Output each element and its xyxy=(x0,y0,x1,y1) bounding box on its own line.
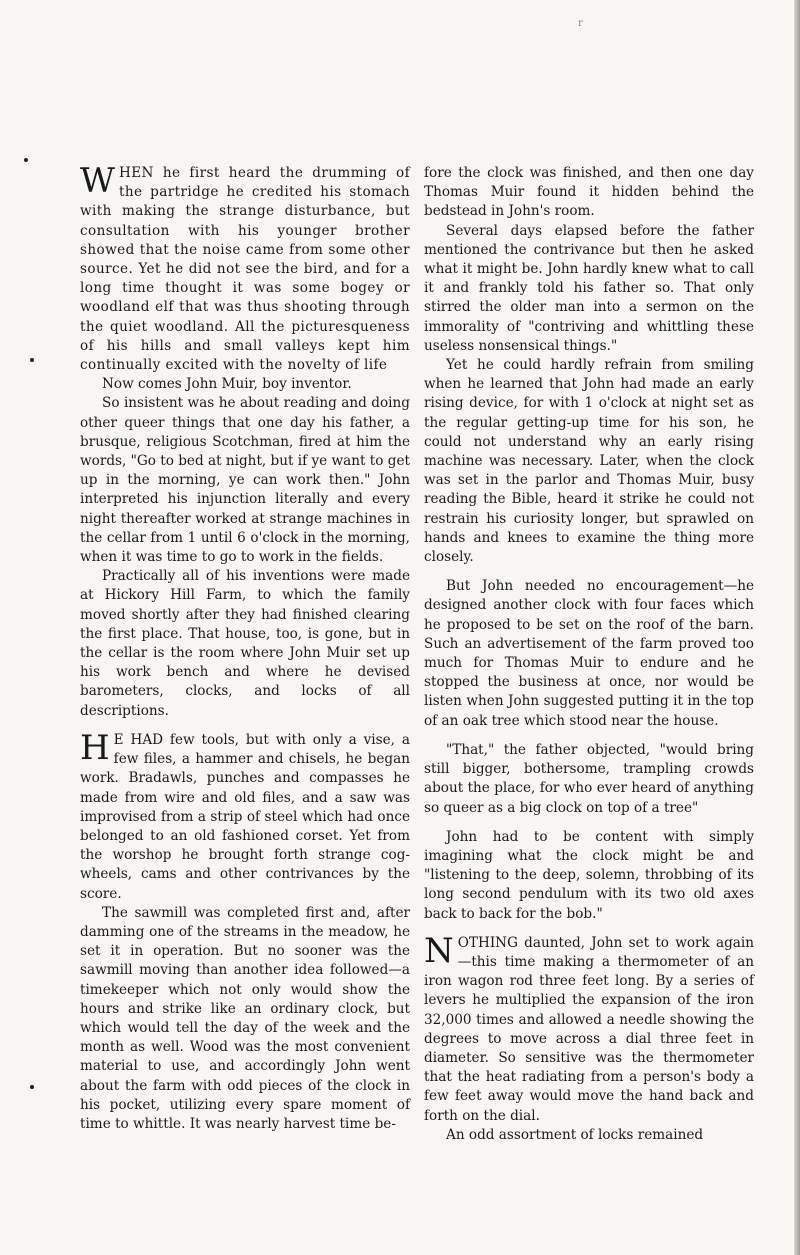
page-edge xyxy=(794,0,800,1255)
margin-dot xyxy=(30,1085,34,1089)
paragraph: The sawmill was completed first and, after damming one of the streams in the meadow, he set it in operation. But no sooner was the sawmill moving than another idea followed—a timekeeper which not only would show the hours and strike like an ordinary clock, but which would tell the day of the week and the month as well. Wood was the most convenient material to use, and accordingly John went about the farm with odd pieces of the clock in his pocket, utilizing every spare moment of time to whittle. It was nearly harvest time be- xyxy=(80,904,410,1132)
paragraph-text: E HAD few tools, but with only a vise, a few files, a hammer and chisels, he began work. Bradawls, punches and compasses he made from wire and old files, and a saw was improvised from a strip of steel which had once belonged to an old fashioned corset. Yet from the worshop he brought forth strange cog-wheels, cams and other contrivances by the score. xyxy=(80,731,410,902)
paragraph: Yet he could hardly refrain from smiling when he learned that John had made an early rising device, for with 1 o'clock at night set as the regular getting-up time for his son, he could not understand why an early rising machine was necessary. Later, when the clock was set in the parlor and Thomas Muir, busy reading the Bible, heard it strike he could not restrain his curiosity longer, but sprawled on hands and knees to examine the thing more closely. xyxy=(424,357,754,566)
paragraph-text: HEN he first heard the drumming of the partridge he credited his stomach with making the strange disturbance, but consultation with his younger brother showed that the noise came from some other source. Yet he did not see the bird, and for a long time thought it was some bogey or woodland elf that was thus shooting through the quiet woodland. All the picturesqueness of his hills and small valleys kept him continually excited with the novelty of life xyxy=(80,165,410,374)
paragraph: "That," the father objected, "would bring still bigger, bothersome, trampling crowds about the place, for who ever heard of anything so queer as a big clock on top of a tree" xyxy=(424,741,754,816)
paragraph: John had to be content with simply imagining what the clock might be and "listening to the deep, solemn, throbbing of its long second pendulum with its two old axes back to back for the bob." xyxy=(424,828,754,922)
page-mark: r xyxy=(578,18,583,29)
paragraph: Now comes John Muir, boy inventor. xyxy=(102,376,352,393)
paragraph: Several days elapsed before the father mentioned the contrivance but then he asked what it might be. John hardly knew what to call it and frankly told his father so. That only stirred the older man into a sermon on the immorality of "contriving and whittling these useless nonsensical things." xyxy=(424,222,754,354)
paragraph: An odd assortment of locks remained xyxy=(446,1126,704,1143)
paragraph-text: OTHING daunted, John set to work again —this time making a thermometer of an iron wagon rod three feet long. By a series of levers he multiplied the expansion of the iron 32,000 times and allowed a needle showing the degrees to move across a dial three feet in diameter. So sensitive was the thermometer that the heat radiating from a person's body a few feet away would move the hand back and forth on the dial. xyxy=(424,934,754,1124)
paragraph: fore the clock was finished, and then one day Thomas Muir found it hidden behind the bedstead in John's room. xyxy=(424,165,754,220)
drop-cap: H xyxy=(80,727,110,768)
paragraph xyxy=(80,727,410,904)
drop-cap: N xyxy=(424,930,454,971)
paragraph: Practically all of his inventions were made at Hickory Hill Farm, to which the family moved shortly after they had finished clearing the first place. That house, too, is gone, but in the cellar is the room where John Muir set up his work bench and where he devised barometers, clocks, and locks of all descriptions. xyxy=(80,568,410,719)
margin-dot xyxy=(24,158,28,162)
drop-cap: W xyxy=(80,161,115,201)
paragraph xyxy=(424,930,754,1126)
paragraph: So insistent was he about reading and doing other queer things that one day his father, a brusque, religious Scotchman, fired at him the words, "Go to bed at night, but if ye want to get up in the morning, ye can work then." John interpreted his injunction literally and every night thereafter worked at strange machines in the cellar from 1 until 6 o'clock in the morning, when it was time to go to work in the fields. xyxy=(80,395,410,566)
paragraph: But John needed no encouragement—he designed another clock with four faces which he proposed to be set on the roof of the barn. Such an advertisement of the farm proved too much for Thomas Muir to endure and he stopped the business at once, nor would be listen when John suggested putting it in the top of an oak tree which stood near the house. xyxy=(424,578,754,729)
margin-dot xyxy=(30,358,34,362)
paragraph xyxy=(80,161,410,375)
right-column xyxy=(424,164,754,1145)
left-column xyxy=(80,161,410,1134)
